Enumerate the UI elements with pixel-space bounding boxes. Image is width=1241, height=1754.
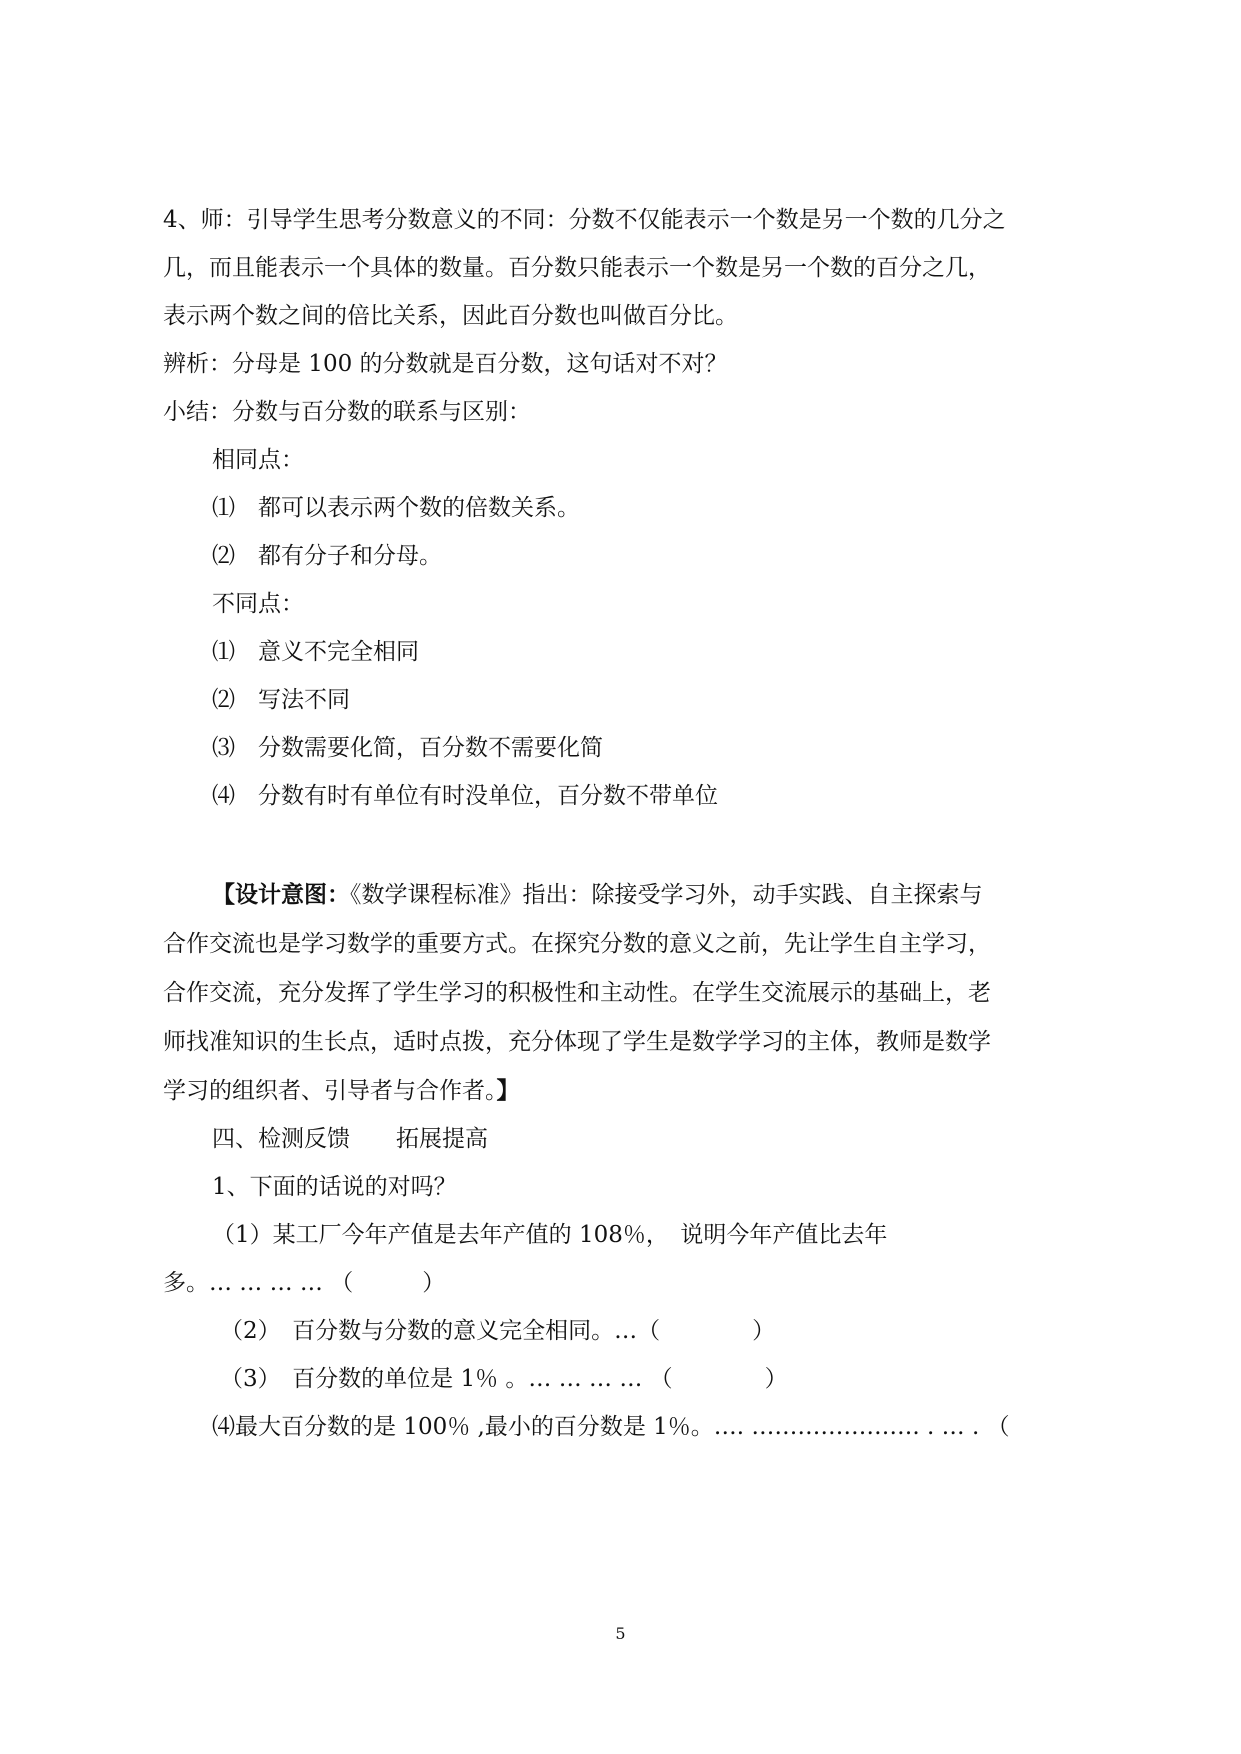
difference-item-4: ⑷ 分数有时有单位有时没单位，百分数不带单位 (212, 783, 718, 809)
design-intent-line-4: 师找准知识的生长点，适时点拨，充分体现了学生是数学学习的主体，教师是数学 (163, 1029, 991, 1055)
design-intent-line-2: 合作交流也是学习数学的重要方式。在探究分数的意义之前，先让学生自主学习， (163, 931, 991, 957)
section-heading: 四、检测反馈 拓展提高 (212, 1126, 488, 1152)
design-intent-closing-text: 学习的组织者、引导者与合作者。 (163, 1078, 497, 1104)
difference-item-2: ⑵ 写法不同 (212, 687, 350, 713)
design-intent-line-1 (212, 880, 983, 910)
differences-heading: 不同点： (212, 591, 304, 617)
difference-item-3: ⑶ 分数需要化简，百分数不需要化简 (212, 735, 603, 761)
similarities-heading: 相同点： (212, 447, 304, 473)
similarity-item-1: ⑴ 都可以表示两个数的倍数关系。 (212, 495, 580, 521)
design-intent-line-5 (163, 1076, 520, 1106)
design-intent-label: 【设计意图： (212, 881, 350, 908)
page-number: 5 (615, 1624, 626, 1643)
design-intent-closing-bracket: 】 (496, 1077, 520, 1104)
discussion-line: 辨析：分母是 100 的分数就是百分数，这句话对不对？ (163, 351, 728, 377)
question-item-3: （3） 百分数的单位是 1％ 。… … … … （ ） (220, 1366, 788, 1392)
question-1-prompt: 1、下面的话说的对吗？ (212, 1174, 457, 1200)
design-intent-text: 《数学课程标准》指出：除接受学习外，动手实践、自主探索与 (350, 882, 983, 908)
difference-item-1: ⑴ 意义不完全相同 (212, 639, 419, 665)
paragraph-line-1: 4、师：引导学生思考分数意义的不同：分数不仅能表示一个数是另一个数的几分之 (163, 207, 1006, 233)
paragraph-line-3: 表示两个数之间的倍比关系，因此百分数也叫做百分比。 (163, 303, 738, 329)
similarity-item-2: ⑵ 都有分子和分母。 (212, 543, 442, 569)
question-item-2: （2） 百分数与分数的意义完全相同。…（ ） (220, 1318, 776, 1344)
question-item-4: ⑷最大百分数的是 100％ ,最小的百分数是 1％。…. …………………. . … . （ (212, 1414, 1010, 1440)
design-intent-line-3: 合作交流，充分发挥了学生学习的积极性和主动性。在学生交流展示的基础上，老 (163, 980, 991, 1006)
question-item-1: （1）某工厂今年产值是去年产值的 108％， 说明今年产值比去年 (212, 1222, 888, 1248)
summary-line: 小结：分数与百分数的联系与区别： (163, 399, 531, 425)
question-item-1-continued: 多。… … … … （ ） (163, 1270, 446, 1296)
paragraph-line-2: 几，而且能表示一个具体的数量。百分数只能表示一个数是另一个数的百分之几， (163, 255, 991, 281)
